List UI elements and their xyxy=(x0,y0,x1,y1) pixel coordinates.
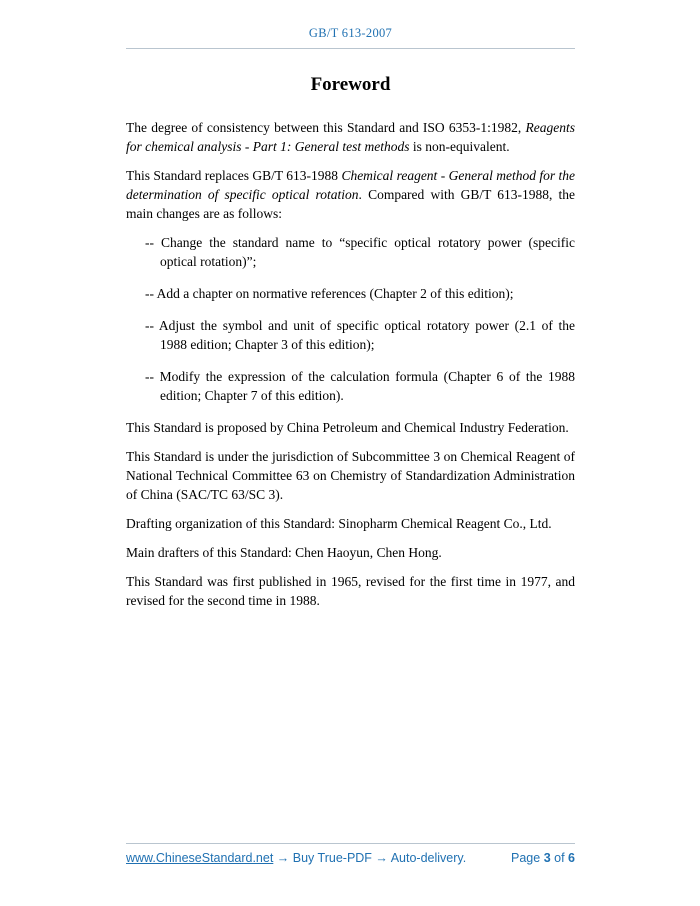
bullet-item-normative-references: -- Add a chapter on normative references (Chapter 2 of this edition); xyxy=(145,286,514,301)
paragraph-jurisdiction: This Standard is under the jurisdiction of Subcommittee 3 on Chemical Reagent of National Technical Committee 63 on Chemistry of Standardization Administration of China (SAC/TC 63/SC 3). xyxy=(126,449,575,502)
doc-number: GB/T 613-2007 xyxy=(308,26,393,40)
bullet-item-symbol-unit: -- Adjust the symbol and unit of specific optical rotatory power (2.1 of the 1988 edition; Chapter 3 of this edition); xyxy=(145,318,575,352)
footer-tagline: → Buy True-PDF → Auto-delivery. xyxy=(273,851,467,865)
footer-left xyxy=(126,851,466,865)
paragraph-main-drafters: Main drafters of this Standard: Chen Haoyun, Chen Hong. xyxy=(126,545,442,560)
text-run: is non-equivalent. xyxy=(409,139,510,154)
page-total: 6 xyxy=(568,851,575,865)
paragraph-replaces xyxy=(126,166,575,223)
page-title: Foreword xyxy=(310,74,391,95)
italic-run: Chemical reagent - General method for the determination of specific optical rotation xyxy=(126,168,575,202)
page-current: 3 xyxy=(543,851,551,865)
text-run: This Standard replaces GB/T 613-1988 xyxy=(126,168,342,183)
bullet-item-name-change: -- Change the standard name to “specific optical rotatory power (specific optical rotation)”; xyxy=(145,235,575,269)
paragraph-drafting-organization: Drafting organization of this Standard: Sinopharm Chemical Reagent Co., Ltd. xyxy=(126,516,552,531)
paragraph-proposed-by: This Standard is proposed by China Petroleum and Chemical Industry Federation. xyxy=(126,420,569,435)
page-indicator xyxy=(511,851,575,865)
paragraph-publication-history: This Standard was first published in 1965, revised for the first time in 1977, and revised for the second time in 1988. xyxy=(126,574,575,608)
of-word: of xyxy=(554,851,565,865)
bullet-item-calculation-formula: -- Modify the expression of the calculation formula (Chapter 6 of the 1988 edition; Chapter 7 of this edition). xyxy=(145,369,575,403)
website-link[interactable]: www.ChineseStandard.net xyxy=(126,851,274,865)
document-footer xyxy=(126,843,575,865)
paragraph-consistency xyxy=(126,118,575,156)
page-word: Page xyxy=(511,851,541,865)
document-body xyxy=(126,46,575,620)
text-run: The degree of consistency between this Standard and ISO 6353-1:1982, xyxy=(126,120,526,135)
italic-run: Reagents for chemical analysis - Part 1: General test methods xyxy=(126,120,575,154)
text-run: . Compared with GB/T 613-1988, the main changes are as follows: xyxy=(126,187,575,221)
document-header xyxy=(126,0,575,49)
